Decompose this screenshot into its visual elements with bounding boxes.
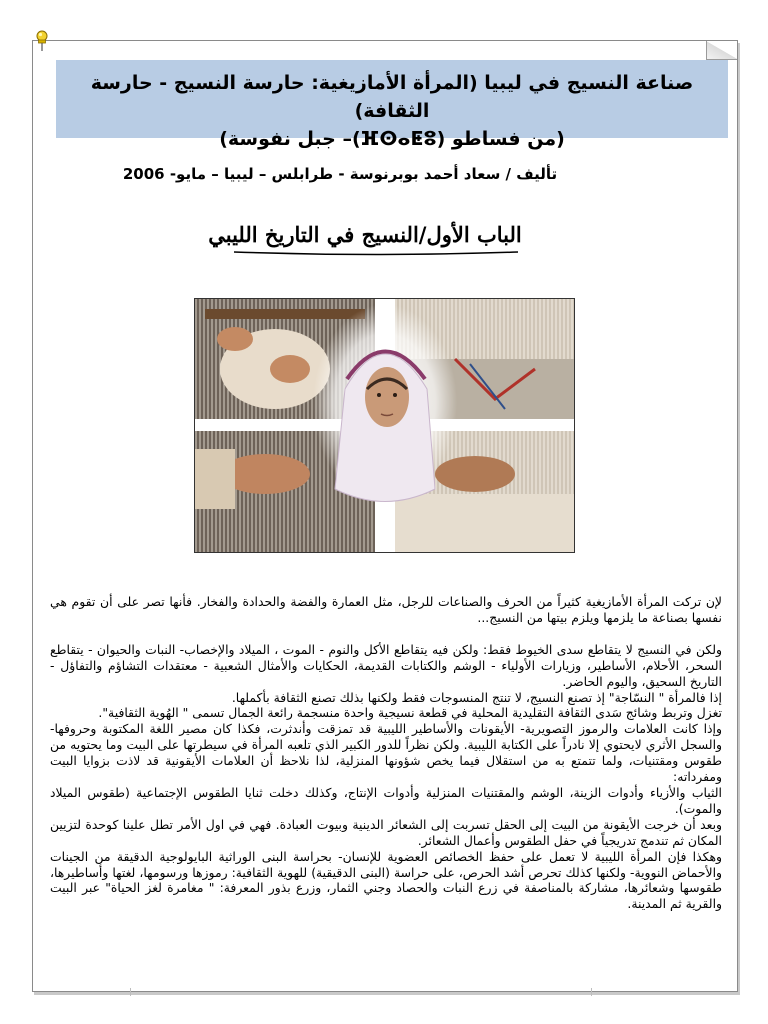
pushpin-icon xyxy=(35,30,49,52)
page-bottom-edge xyxy=(130,988,592,996)
paragraph: إذا فالمرأة " النسّاجة" إذ تصنع النسيج، لا تنتج المنسوجات فقط ولكنها بذلك تصنع الثقافة بأكملها. xyxy=(231,689,722,705)
paragraph: وبعد أن خرجت الأيقونة من البيت إلى الحقل تسربت إلى الشعائر الدينية وبيوت العبادة. فهي في اول الأمر تطل علينا كوحدة لتزيين المكان ثم تندمج تدريجياً في حفل الطقوس وأعمال الشعائر. xyxy=(50,816,722,848)
paragraph: لإن تركت المرأة الأمازيغية كثيراً من الحرف والصناعات للرجل، مثل العمارة والفضة والحدادة والفخار. فأنها تصر على أن تقوم هي نفسها بصناعة ما يلزمها ويلزم بيتها من النسيج... xyxy=(50,594,722,625)
article-body xyxy=(50,594,722,912)
chapter-title-underline xyxy=(232,250,520,256)
paragraph: ولكن في النسيج لا يتقاطع سدى الخيوط فقط: ولكن فيه يتقاطع الأكل والنوم - الموت ، الميلاد والإخصاب- النبات والحيوان - يتقاطع السحر، الأحلام، الأساطير، وزيارات الأولياء - الوشم والكتابات القديمة، الحكايات والأمثال الشعبية - معتقدات التشاؤم والتفاؤل - التاريخ السحيق، واليوم الحاضر. xyxy=(50,641,722,689)
paragraph: الثياب والأزياء وأدوات الزينة، الوشم والمقتنيات المنزلية وأدوات الإنتاج، وكذلك دخلت ثنايا الطقوس الإجتماعية (طقوس الميلاد والموت). xyxy=(50,784,722,816)
paragraph: وإذا كانت العلامات والرموز التصويرية- الأيقونات والأساطير الليبية قد تمزقت وأندثرت، فكذا كان مصير اللغة المكتوبة وحروفها- والسجل الأثري لايحتوي إلا نادراً على الكتابة الليبية. ولكن نظراً للدور الكبير الذي تلعبه المرأة في سيطرتها على البيت وما يحتويه من طقوس ومقتنيات، ولما تتمتع به من استقلال فيما يخص شؤونها المنزلية، لذا نلاحظ أن العلامات الأيقونية قد لاذت بزوايا البيت ومفرداته: xyxy=(50,721,722,785)
paragraph-gap xyxy=(50,626,722,642)
author-line: تأليف / سعاد أحمد بوبرنوسة - طرابلس – ليبيا – مايو- 2006 xyxy=(122,165,558,183)
document-header xyxy=(56,60,728,150)
document-subtitle: (من فساطو (ⴼⵙⴰⵟⵓ)– جبل نفوسة) xyxy=(219,128,565,150)
paragraph: تغزل وتربط وشائج سَدى الثقافة التقليدية المحلية في قطعة نسيجية واحدة منسجمة رائعة الجمال تسمى " الهُوية الثقافية". xyxy=(98,705,722,721)
weaving-collage-image xyxy=(194,298,575,553)
paragraph: وهكذا فإن المرأة الليبية لا تعمل على حفظ الخصائص العضوية للإنسان- بحراسة البنى الوراثية البايولوجية الدقيقة من الجينات والأحماض النووية- ولكنها كذلك تحرص أشد الحرص، على حراسة (البنى الدقيقية) للهوية الثقافية: رموزها ورسومها، لغتها وأساطيرها، طقوسها وشعائرها، مشاركة بالمناصفة في زرع النبات والحصاد وجني الثمار، وزرع بذور المعرفة: " مغامرة لغز الحياة" عبر البيت والقرية ثم المدينة. xyxy=(50,848,722,912)
page-corner-fold xyxy=(706,41,737,60)
chapter-title: الباب الأول/النسيج في التاريخ الليبي xyxy=(208,222,522,247)
document-title: صناعة النسيج في ليبيا (المرأة الأمازيغية: حارسة النسيج - حارسة الثقافة) xyxy=(90,72,694,122)
